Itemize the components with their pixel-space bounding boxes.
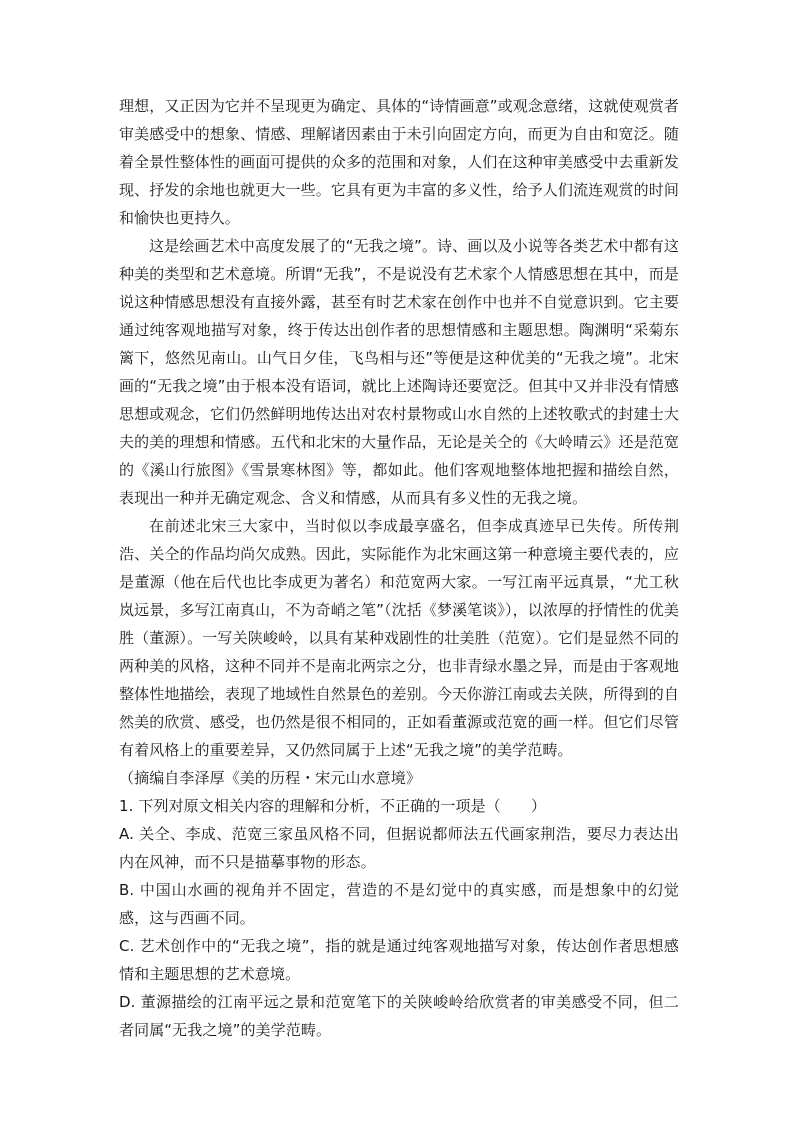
passage-paragraph-1: 理想，又正因为它并不呈现更为确定、具体的“诗情画意”或观念意绪，这就使观赏者审美感受中的想象、情感、理解诸因素由于未引向固定方向，而更为自由和宽泛。随着全景性整体性的画面可提供的众多的范围和对象，人们在这种审美感受中去重新发现、抒发的余地也就更大一些。它具有更为丰富的多义性，给予人们流连观赏的时间和愉快也更持久。 [119,97,679,227]
source-attribution: （摘编自李泽厚《美的历程・宋元山水意境》 [119,769,422,787]
passage-paragraph-3: 在前述北宋三大家中，当时似以李成最享盛名，但李成真迹早已失传。所传荆浩、关仝的作品均尚欠成熟。因此，实际能作为北宋画这第一种意境主要代表的，应是董源（他在后代也比李成更为著名）和范宽两大家。一写江南平远真景，“尤工秋岚远景，多写江南真山，不为奇峭之笔”（沈括《梦溪笔谈》），以浓厚的抒情性的优美胜（董源）。一写关陕峻岭，以具有某种戏剧性的壮美胜（范宽）。它们是显然不同的两种美的风格，这种不同并不是南北两宗之分，也非青绿水墨之异，而是由于客观地整体性地描绘，表现了地域性自然景色的差别。今天你游江南或去关陕，所得到的自然美的欣赏、感受，也仍然是很不相同的，正如看董源或范宽的画一样。但它们尽管有着风格上的重要差异，又仍然同属于上述“无我之境”的美学范畴。 [119,517,679,759]
option-b: B. 中国山水画的视角并不固定，营造的不是幻觉中的真实感，而是想象中的幻觉感，这与西画不同。 [119,881,679,927]
option-d: D. 董源描绘的江南平远之景和范宽笔下的关陕峻岭给欣赏者的审美感受不同，但二者同属“无我之境”的美学范畴。 [119,993,679,1039]
passage-paragraph-2: 这是绘画艺术中高度发展了的“无我之境”。诗、画以及小说等各类艺术中都有这种美的类型和艺术意境。所谓“无我”，不是说没有艺术家个人情感思想在其中，而是说这种情感思想没有直接外露，甚至有时艺术家在创作中也并不自觉意识到。它主要通过纯客观地描写对象，终于传达出创作者的思想情感和主题思想。陶渊明“采菊东篱下，悠然见南山。山气日夕佳，飞鸟相与还”等便是这种优美的“无我之境”。北宋画的“无我之境”由于根本没有语词，就比上述陶诗还要宽泛。但其中又并非没有情感思想或观念，它们仍然鲜明地传达出对农村景物或山水自然的上述牧歌式的封建士大夫的美的理想和情感。五代和北宋的大量作品，无论是关仝的《大岭晴云》还是范宽的《溪山行旅图》《雪景寒林图》等，都如此。他们客观地整体地把握和描绘自然，表现出一种并无确定观念、含义和情感，从而具有多义性的无我之境。 [119,237,679,507]
option-a: A. 关仝、李成、范宽三家虽风格不同，但据说都师法五代画家荆浩，要尽力表达出内在风神，而不只是描摹事物的形态。 [119,825,679,871]
option-c: C. 艺术创作中的“无我之境”，指的就是通过纯客观地描写对象，传达创作者思想感情和主题思想的艺术意境。 [119,937,679,983]
question-stem: 1. 下列对原文相关内容的理解和分析，不正确的一项是（ ） [119,797,547,815]
document-body [119,92,679,1044]
